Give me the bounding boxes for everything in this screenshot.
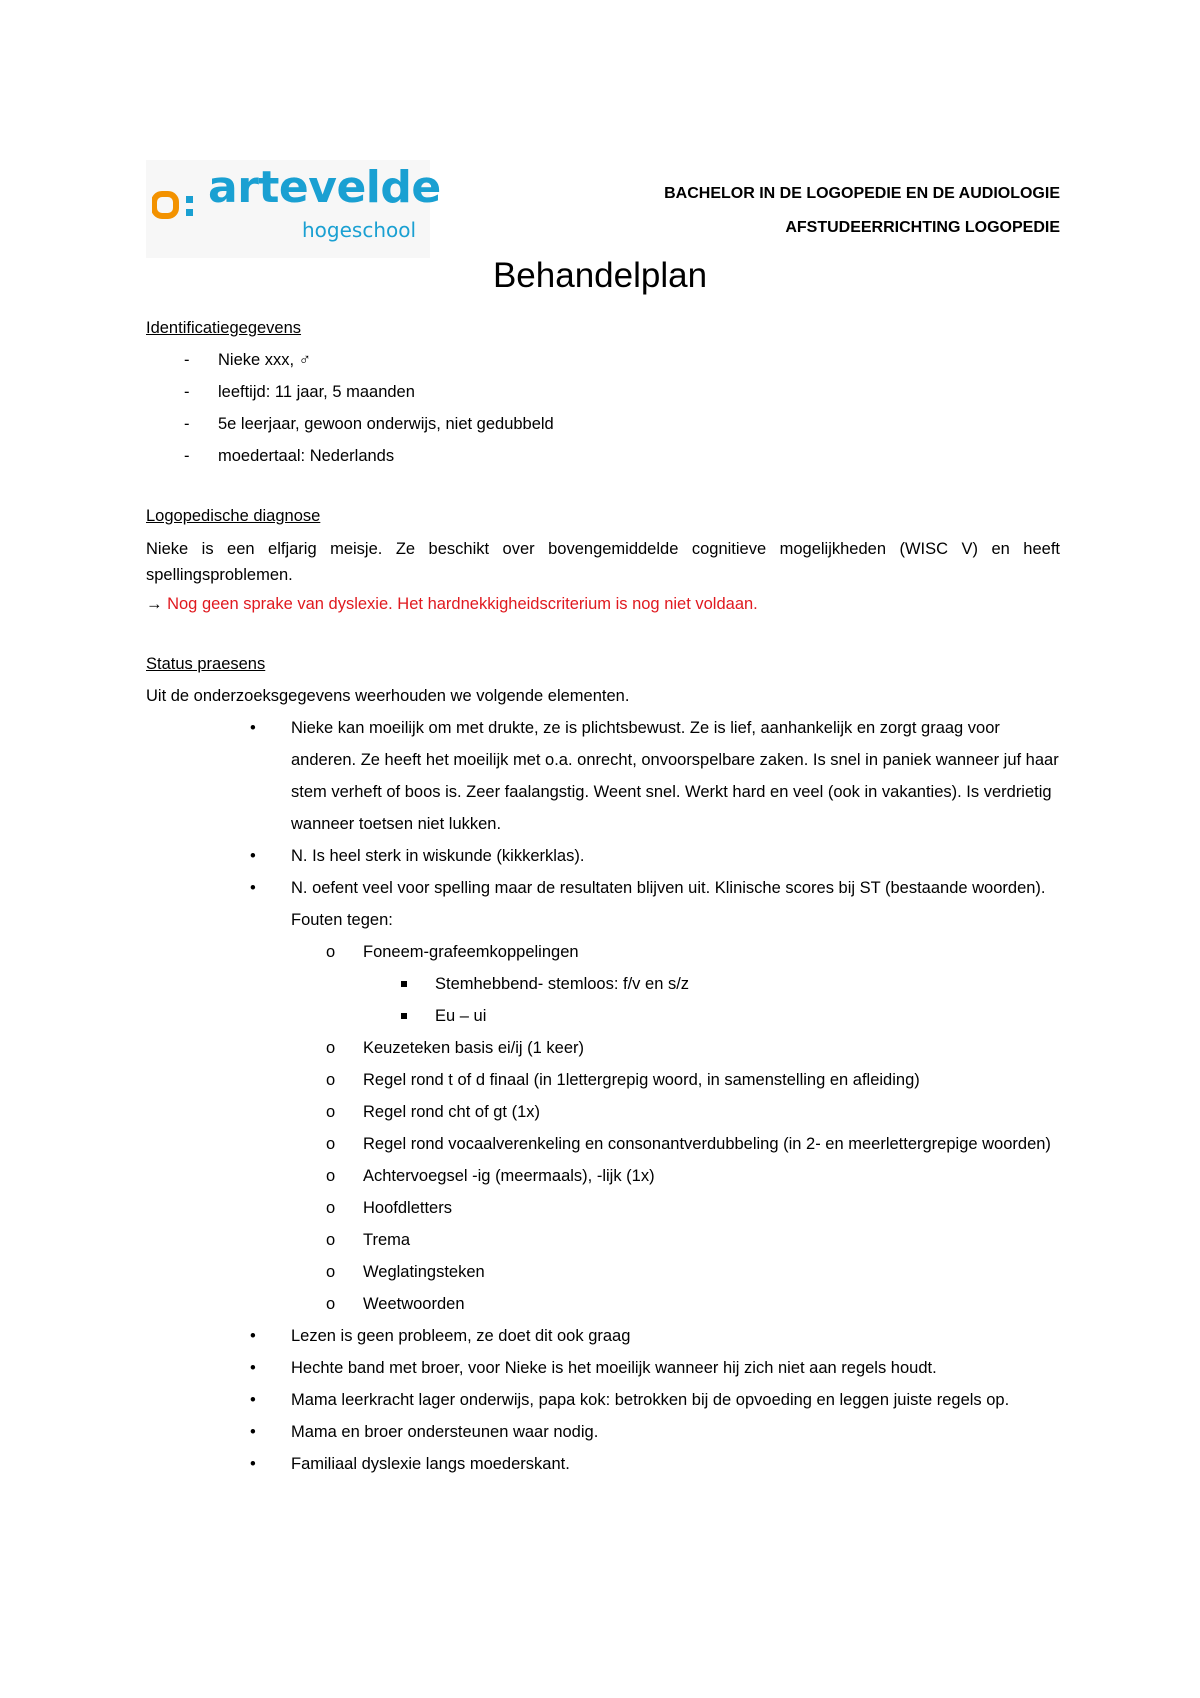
list-item [146, 712, 1060, 840]
list-item [291, 936, 1060, 1032]
diagnosis-conclusion-text: Nog geen sprake van dyslexie. Het hardnekkigheidscriterium is nog niet voldaan. [167, 595, 758, 613]
list-item-text: Foneem-grafeemkoppelingen [363, 943, 579, 961]
circle-bullet-icon: o [326, 1263, 336, 1281]
program-title: BACHELOR IN DE LOGOPEDIE EN DE AUDIOLOGIE [664, 185, 1060, 202]
identification-section [146, 312, 1060, 472]
list-item [146, 1448, 1060, 1480]
document-body [146, 312, 1060, 1508]
circle-bullet-icon: o [326, 1103, 336, 1121]
list-item-text: Familiaal dyslexie langs moederskant. [291, 1455, 570, 1473]
page-title: Behandelplan [492, 256, 708, 295]
bullet-icon: • [250, 1359, 256, 1377]
list-item-text: Achtervoegsel -ig (meermaals), -lijk (1x) [363, 1167, 655, 1185]
list-item [291, 1032, 1060, 1064]
list-item-text: Weetwoorden [363, 1295, 465, 1313]
grapheme-errors-list [363, 968, 1060, 1032]
list-item: - 5e leerjaar, gewoon onderwijs, niet gedubbeld [146, 408, 1060, 440]
list-item [291, 1224, 1060, 1256]
square-bullet-icon [401, 1013, 407, 1019]
list-item [146, 1416, 1060, 1448]
status-intro: Uit de onderzoeksgegevens weerhouden we volgende elementen. [146, 687, 630, 705]
list-item [291, 1256, 1060, 1288]
bullet-icon: • [250, 719, 256, 737]
diagnosis-section [146, 500, 1060, 620]
list-item-text: Eu – ui [435, 1007, 487, 1025]
list-item [363, 1000, 1060, 1032]
list-item [146, 1384, 1060, 1416]
circle-bullet-icon: o [326, 1167, 336, 1185]
list-item [291, 1160, 1060, 1192]
circle-bullet-icon: o [326, 1199, 336, 1217]
list-item-text: Regel rond vocaalverenkeling en consonantverdubbeling (in 2- en meerlettergrepige woorden) [363, 1135, 1051, 1153]
list-item-text: Regel rond cht of gt (1x) [363, 1103, 541, 1121]
list-item-text: Mama en broer ondersteunen waar nodig. [291, 1423, 599, 1441]
list-item-text: N. Is heel sterk in wiskunde (kikkerklas). [291, 847, 585, 865]
circle-bullet-icon: o [326, 1071, 336, 1089]
bullet-icon: • [250, 1327, 256, 1345]
bullet-icon: • [250, 1455, 256, 1473]
bullet-icon: • [250, 847, 256, 865]
list-item-text: Regel rond t of d finaal (in 1lettergrepig woord, in samenstelling en afleiding) [363, 1071, 920, 1089]
list-item-text: Mama leerkracht lager onderwijs, papa kok: betrokken bij de opvoeding en leggen juiste regels op. [291, 1391, 1010, 1409]
spelling-errors-list [291, 936, 1060, 1320]
list-item-text: Hechte band met broer, voor Nieke is het moeilijk wanneer hij zich niet aan regels houdt. [291, 1359, 937, 1377]
list-item [146, 1320, 1060, 1352]
list-item-text: Keuzeteken basis ei/ij (1 keer) [363, 1039, 585, 1057]
logo-mark-icon [152, 184, 202, 224]
arrow-icon: → [146, 595, 163, 613]
diagnosis-text: Nieke is een elfjarig meisje. Ze beschikt over bovengemiddelde cognitieve mogelijkheden (WISC V) en heeft spellingsproblemen. [146, 540, 1060, 584]
list-item [291, 1288, 1060, 1320]
list-item [291, 1064, 1060, 1096]
list-item-text: Hoofdletters [363, 1199, 452, 1217]
logo-wordmark: artevelde [208, 162, 441, 213]
list-item: - leeftijd: 11 jaar, 5 maanden [146, 376, 1060, 408]
bullet-icon: • [250, 879, 256, 897]
logo-subtitle: hogeschool [302, 218, 417, 242]
list-item [146, 1352, 1060, 1384]
list-item [363, 968, 1060, 1000]
list-item [291, 1096, 1060, 1128]
track-title: AFSTUDEERRICHTING LOGOPEDIE [785, 219, 1060, 236]
diagnosis-conclusion [146, 588, 1060, 620]
status-section [146, 648, 1060, 1480]
bullet-icon: • [250, 1423, 256, 1441]
diagnosis-heading: Logopedische diagnose [146, 507, 321, 525]
status-heading: Status praesens [146, 655, 266, 673]
bullet-icon: • [250, 1391, 256, 1409]
list-item-text: Nieke kan moeilijk om met drukte, ze is plichtsbewust. Ze is lief, aanhankelijk en zorgt graag voor anderen. Ze heeft het moeilijk met o.a. onrecht, onvoorspelbare zaken. Is snel in paniek wanneer juf haar stem verheft of boos is. Zeer faalangstig. Weent snel. Werkt hard en veel (ook in vakanties). Is verdrietig wanneer toetsen niet lukken. [291, 719, 1059, 833]
circle-bullet-icon: o [326, 1231, 336, 1249]
circle-bullet-icon: o [326, 1295, 336, 1313]
list-item-text: Trema [363, 1231, 411, 1249]
list-item [291, 1192, 1060, 1224]
circle-bullet-icon: o [326, 1135, 336, 1153]
identification-list [146, 344, 1060, 472]
list-item: - Nieke xxx, ♂ [146, 344, 1060, 376]
square-bullet-icon [401, 981, 407, 987]
list-item [146, 872, 1060, 1320]
status-bullet-list [146, 712, 1060, 1480]
list-item-text: Lezen is geen probleem, ze doet dit ook graag [291, 1327, 631, 1345]
list-item [291, 1128, 1060, 1160]
list-item-text: Weglatingsteken [363, 1263, 485, 1281]
list-item [146, 840, 1060, 872]
list-item: - moedertaal: Nederlands [146, 440, 1060, 472]
circle-bullet-icon: o [326, 1039, 336, 1057]
identification-heading: Identificatiegegevens [146, 319, 302, 337]
circle-bullet-icon: o [326, 943, 336, 961]
list-item-text: Stemhebbend- stemloos: f/v en s/z [435, 975, 690, 993]
artevelde-logo [146, 160, 441, 258]
list-item-text: N. oefent veel voor spelling maar de resultaten blijven uit. Klinische scores bij ST (bestaande woorden). Fouten tegen: [291, 879, 1046, 929]
